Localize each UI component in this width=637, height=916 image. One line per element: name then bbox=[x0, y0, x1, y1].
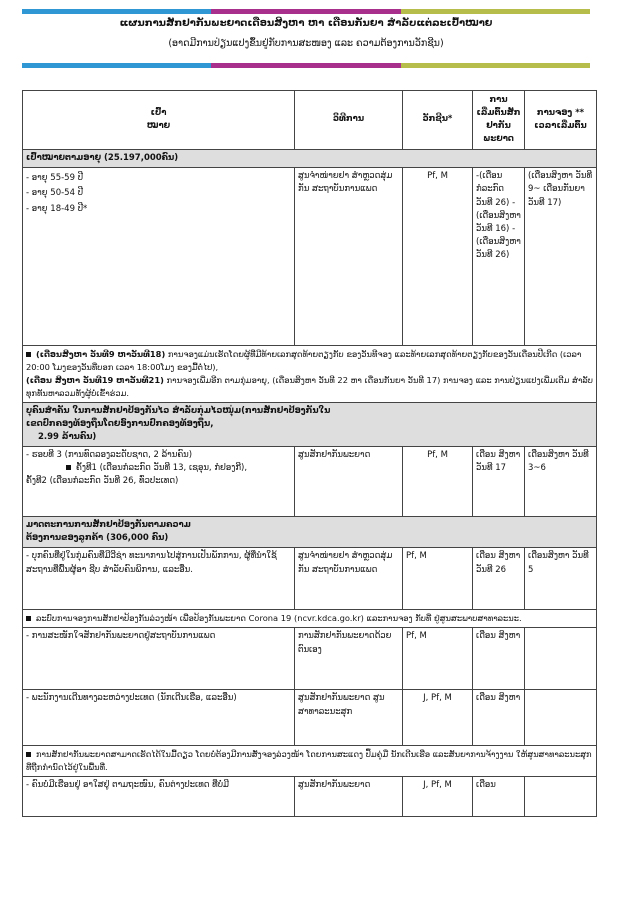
list-item: - ອາຍຸ 18-49 ປີ* bbox=[26, 203, 291, 216]
table-header-row bbox=[23, 91, 597, 150]
booking-cell bbox=[525, 777, 597, 817]
vaccine-cell: Pf, M bbox=[403, 447, 473, 517]
method-cell: ສູນສັກຢາກັນພະຍາດ bbox=[295, 447, 403, 517]
note-cell: ລະບົບການຈອງການສັກຢາປ້ອງກັນລ່ວງໜ້າ ເພື່ອປ້ອງກັນພະຍາດ Corona 19 (ncvr.kdca.go.kr) ແລະການຈອງ ກັບທີ່ ຢູ່ສູນສະພາບສາທາລະນະ. bbox=[23, 610, 597, 628]
table-row bbox=[23, 447, 597, 517]
header-booking: ການຈອງ ** ເວລາເລີ່ມຕົ້ນ bbox=[525, 91, 597, 150]
table-row bbox=[23, 168, 597, 346]
section-key-persons bbox=[23, 402, 597, 447]
method-cell: ສູນຈຳໜ່າຍຢາ ສຳຫຼວດສຸ່ມກັນ ສະຖາບັນການແພດ bbox=[295, 548, 403, 610]
square-bullet-icon bbox=[66, 465, 71, 470]
top-color-band bbox=[22, 9, 590, 14]
bottom-color-band bbox=[22, 63, 590, 68]
square-bullet-icon bbox=[26, 352, 31, 357]
start-cell: ເດືອນ ສິງຫາ ວັນທີ 26 bbox=[473, 548, 525, 610]
vaccine-cell: Pf, M bbox=[403, 628, 473, 690]
booking-cell: ເດືອນສິງຫາ ວັນທີ 5 bbox=[525, 548, 597, 610]
booking-cell bbox=[525, 628, 597, 690]
vaccine-cell: Pf, M bbox=[403, 168, 473, 346]
target-cell: - ການສະໜັກໃຈສັກຢາກັນພະຍາດຢູ່ສະຖາບັນການແພດ bbox=[23, 628, 295, 690]
section-title: ເປົ້າໝາຍຕາມອາຍຸ (25.197,000ຄົນ) bbox=[23, 150, 597, 168]
list-item: - ອາຍຸ 50-54 ປີ bbox=[26, 187, 291, 200]
table-row bbox=[23, 628, 597, 690]
table-row bbox=[23, 690, 597, 746]
square-bullet-icon bbox=[26, 752, 31, 757]
vaccine-cell: Pf, M bbox=[403, 548, 473, 610]
method-cell: ສູນສັກຢາກັນພະຍາດ ສູນສາທາລະນະສຸກ bbox=[295, 690, 403, 746]
target-cell: - ພະນັກງານເດີນທາງລະຫວ່າງປະເທດ (ນັກເດີນເຮືອ, ແລະອື່ນ) bbox=[23, 690, 295, 746]
note-row bbox=[23, 610, 597, 628]
section-title: ມາດຕະການການສັກຢາປ້ອງກັນຕາມຄວາມ ຕ້ອງການຂອງລູກຄ້າ (306,000 ຄົນ) bbox=[23, 517, 597, 548]
start-cell: ເດືອນ bbox=[473, 777, 525, 817]
booking-cell: (ເດືອນສິງຫາ ວັນທີ 9~ ເດືອນກັນຍາ ວັນທີ 17) bbox=[525, 168, 597, 346]
start-cell: ເດືອນ ສິງຫາ bbox=[473, 628, 525, 690]
booking-cell bbox=[525, 690, 597, 746]
page-subtitle: (ອາດມີການປ່ຽນແປງຂຶ້ນຢູ່ກັບການສະໜອງ ແລະ ຄວາມຕ້ອງການວັກຊີນ) bbox=[168, 38, 444, 49]
vaccine-cell: J, Pf, M bbox=[403, 690, 473, 746]
note-cell: (ເດືອນສິງຫາ ວັນທີ9 ຫາວັນທີ18) ການຈອງແມ່ນເຮັດໂດຍຜູ້ທີ່ມີທ້າຍເລກສຸດທ້າຍຕຽງກັບ ຂອງວັນທີຈອງ ແລະທ້າຍເລກສຸດທ້າຍຕຽງກັບຂອງວັນເດືອນປີເກີດ (ເວລາ 20:00 ໂມງຂອງວັນທີ່ບອກ ເວລາ 18:00ໂມງ ຂອງມື້ຕໍ່ໄປ), (ເດືອນ ສິງຫາ ວັນທີ19 ຫາວັນທີ21) ການຈອງເພີ່ມອີກ ຕາມກຸ່ມອາຍຸ, (ເດືອນສິງຫາ ວັນທີ 22 ຫາ ເດືອນກັນຍາ ວັນທີ 17) ການຈອງ ແລະ ການປ່ຽນແປງເພີ່ມເຕີມ ສຳລັບທຸກທັນຫາລວມທັງຜູ້ບໍ່ເຂົ້າຮ່ວມ. bbox=[23, 346, 597, 402]
method-cell: ສູນຈຳໜ່າຍຢາ ສຳຫຼວດສຸ່ມກັນ ສະຖາບັນການແພດ bbox=[295, 168, 403, 346]
section-age-targets bbox=[23, 150, 597, 168]
section-title: ບຸຄົນສຳຄັນ ໃນການສັກຢາປ້ອງກັນໄວ ສຳລັບກຸ່ມໄວໜຸ່ມ(ການສັກຢາປ້ອງກັນໃນ ເຂດປົກຄອງທ້ອງຖິ່ນໂດຍອົງການປົກຄອງທ້ອງຖິ່ນ, 2.99 ລ້ານຄົນ) bbox=[23, 402, 597, 447]
vaccine-cell: J, Pf, M bbox=[403, 777, 473, 817]
table-row bbox=[23, 548, 597, 610]
target-cell: - ບຸກຄົນທີ່ຢູ່ໃນກຸ່ມຄົນທີ່ມີວີຊ່າ ທະນາການໄປສູ່ການເປັນພັກການ, ຜູ້ທີ່ນຳໃຊ້ສະຖານທີ່ພື້ນຜູ້ອາ ຊີບ ສຳລັບຄົນພິການ, ແລະອື່ນ. bbox=[23, 548, 295, 610]
booking-cell: ເດືອນສິງຫາ ວັນທີ 3~6 bbox=[525, 447, 597, 517]
method-cell: ສູນສັກຢາກັນພະຍາດ bbox=[295, 777, 403, 817]
note-row bbox=[23, 746, 597, 777]
method-cell: ການສັກຢາກັນພະຍາດດ້ວຍຕົນເອງ bbox=[295, 628, 403, 690]
start-cell: -(ເດືອນກໍລະກົດ ວັນທີ 26) -(ເດືອນສິງຫາ ວັນທີ 16) -(ເດືອນສິງຫາ ວັນທີ 26) bbox=[473, 168, 525, 346]
vaccination-schedule-table bbox=[22, 90, 597, 817]
page-title: ແຜນການສັກຢາກັນພະຍາດເດືອນສິງຫາ ຫາ ເດືອນກັນຍາ ສຳລັບແຕ່ລະເປົ້າໝາຍ bbox=[119, 18, 493, 29]
section-customer-demand bbox=[23, 517, 597, 548]
note-cell: ການສັກຢາກັນພະຍາດສາມາດເຮັດໄດ້ໃນມື້ດຽວ ໂດຍບໍ່ຕ້ອງມີການສັ່ງຈອງລ່ວງໜ້າ ໂດຍການສະແດງ ປຶ້ມຄູ່ມື ນັກເດີນເຮືອ ແລະສັນຍາການຈ້າງງານ ໃຫ້ສູນສາທາລະນະສຸກ ທີ່ຖືກກຳນົດໄວ້ຢູ່ໃນພື້ນທີ່. bbox=[23, 746, 597, 777]
age-list bbox=[23, 168, 295, 346]
start-cell: ເດືອນ ສິງຫາ bbox=[473, 690, 525, 746]
note-row bbox=[23, 346, 597, 402]
round-cell: - ຮອບທີ 3 (ການທົດລອງລະດັບຊາດ, 2 ລ້ານຄົນ) ຄັ້ງທີ1 (ເດືອນກໍລະກົດ ວັນທີ 13, ເຊອຸນ, ກໍຢອງກີ), ຄັ້ງທີ2 (ເດືອນກໍລະກົດ ວັນທີ 26, ທົ່ວປະເທດ) bbox=[23, 447, 295, 517]
header-target: ເປົ້າ ໝາຍ bbox=[23, 91, 295, 150]
square-bullet-icon bbox=[26, 616, 31, 621]
start-cell: ເດືອນ ສິງຫາ ວັນທີ 17 bbox=[473, 447, 525, 517]
target-cell: - ຄົນບໍ່ມີເຮືອນຢູ່ ອາໃສຢູ່ ຕາມຖະໜົນ, ຄົນຕ່າງປະເທດ ທີ່ບໍ່ມີ bbox=[23, 777, 295, 817]
header-start: ການເລີ່ມຕົ້ນສັກຢາກັນພະຍາດ bbox=[473, 91, 525, 150]
header-vaccine: ວັກຊີນ* bbox=[403, 91, 473, 150]
header-method: ວິທີການ bbox=[295, 91, 403, 150]
table-row bbox=[23, 777, 597, 817]
list-item: - ອາຍຸ 55-59 ປີ bbox=[26, 172, 291, 185]
